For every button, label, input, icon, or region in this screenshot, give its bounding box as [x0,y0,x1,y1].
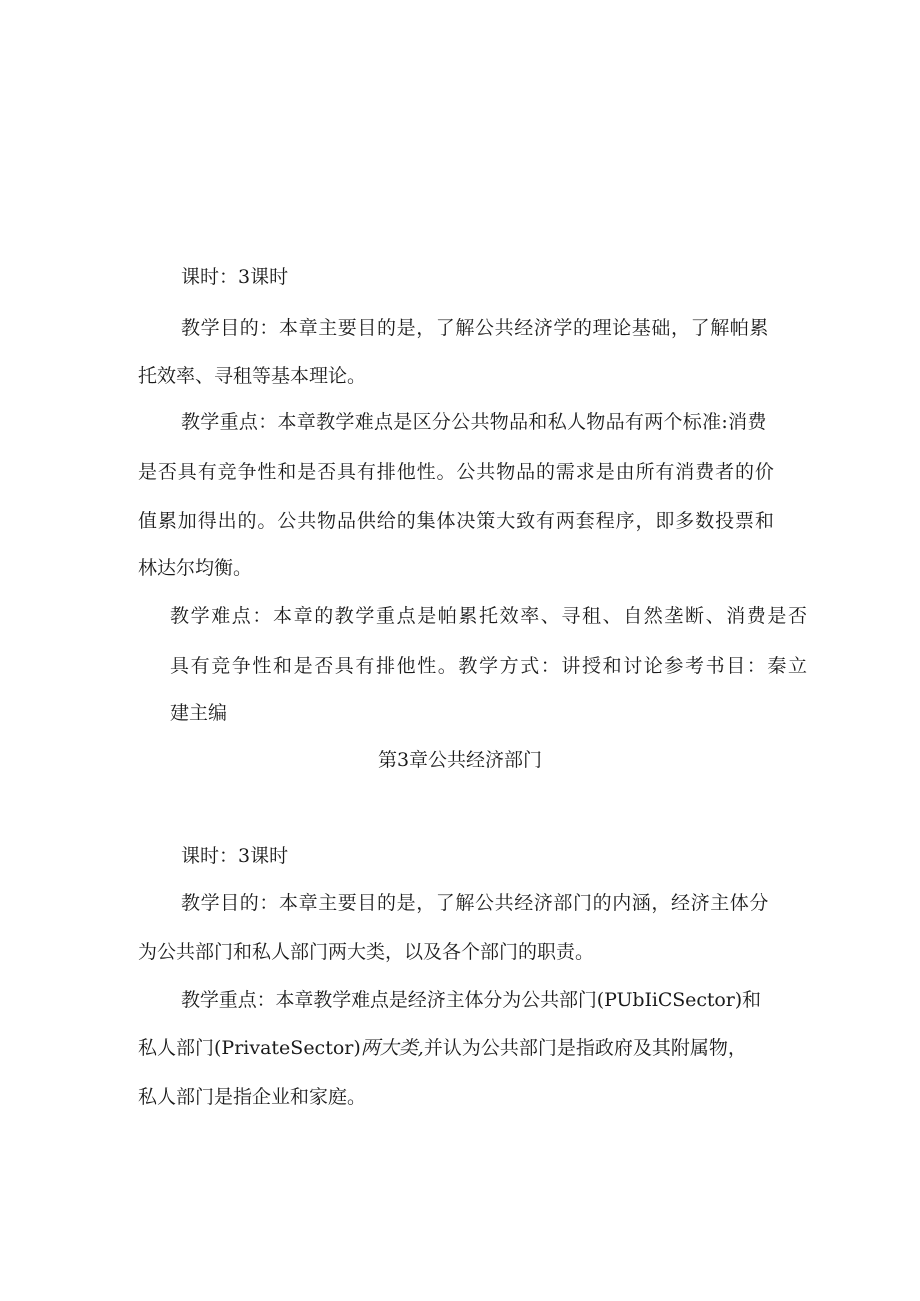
section1-difficulty-line2: 具有竞争性和是否具有排他性。教学方式：讲授和讨论参考书目：秦立 [170,655,809,677]
section1-key-line4: 林达尔均衡。 [138,557,253,579]
section2-objective-line2: 为公共部门和私人部门两大类，以及各个部门的职责。 [138,941,595,963]
section2-hours: 课时：3课时 [181,845,289,867]
chapter-title: 第3章公共经济部门 [377,749,543,771]
section2-key-line2-rest: 并认为公共部门是指政府及其附属物， [423,1037,747,1059]
section1-key-line2: 是否具有竞争性和是否具有排他性。公共物品的需求是由所有消费者的价 [138,461,775,483]
private-sector-term: 私人部门(PrivateSector) [138,1037,361,1059]
section2-objective-line1: 教学目的：本章主要目的是，了解公共经济部门的内涵，经济主体分 [181,892,770,914]
section1-hours: 课时：3课时 [181,266,289,288]
section1-objective-line2: 托效率、寻租等基本理论。 [138,365,367,387]
section1-objective-line1: 教学目的：本章主要目的是，了解公共经济学的理论基础，了解帕累 [181,317,770,339]
section2-key-line3: 私人部门是指企业和家庭。 [138,1086,367,1108]
section1-key-line1: 教学重点：本章教学难点是区分公共物品和私人物品有两个标准:消费 [181,411,767,433]
section1-difficulty-line3: 建主编 [170,702,228,724]
section1-difficulty-line1: 教学难点：本章的教学重点是帕累托效率、寻租、自然垄断、消费是否 [170,605,809,627]
section2-key-line2 [138,1036,747,1060]
section2-key-line1: 教学重点：本章教学难点是经济主体分为公共部门(PUbIiCSector)和 [181,989,761,1011]
two-categories-italic: 两大类, [360,1037,424,1059]
section1-key-line3: 值累加得出的。公共物品供给的集体决策大致有两套程序，即多数投票和 [138,510,775,532]
